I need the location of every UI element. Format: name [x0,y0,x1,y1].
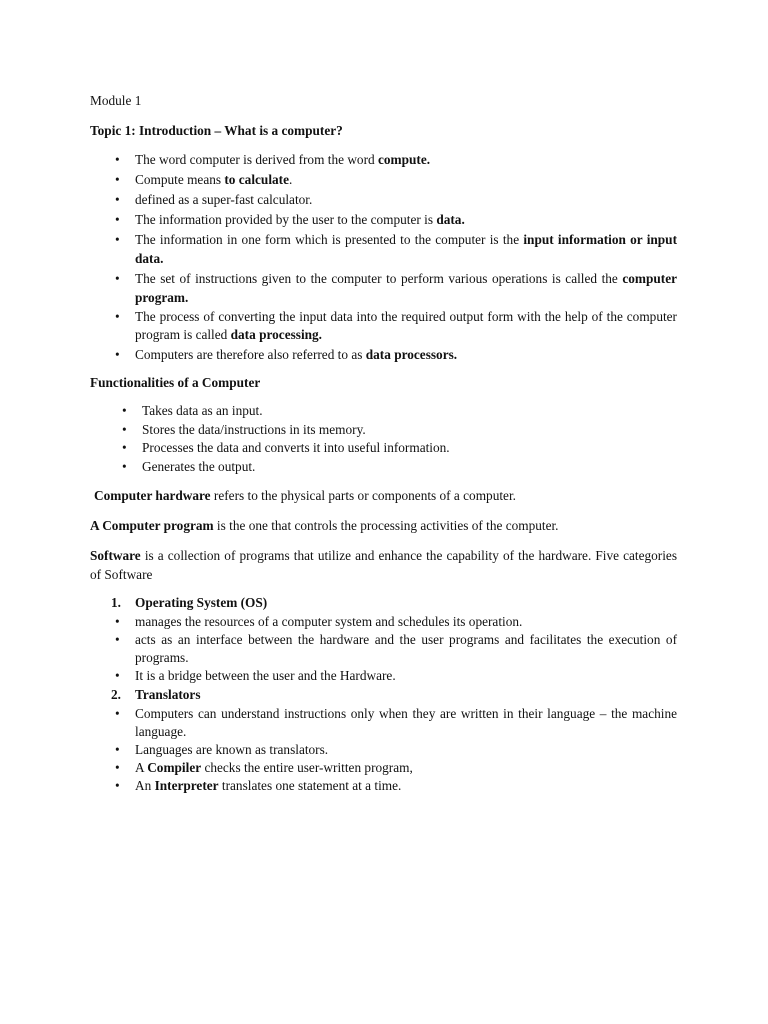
list-item: • Computers are therefore also referred to as data processors. [135,345,677,364]
list-item: • The information provided by the user to the computer is data. [135,210,677,229]
list-item: • Generates the output. [142,458,677,477]
functionalities-heading: Functionalities of a Computer [90,375,261,390]
list-item: • The process of converting the input data into the required output form with the help of the computer program is called data processing. [135,308,677,344]
list-item: • The information in one form which is presented to the computer is the input information or input data. [135,230,677,268]
software-categories-list [135,594,677,795]
list-item: • It is a bridge between the user and the Hardware. [135,667,677,685]
list-item: • The set of instructions given to the computer to perform various operations is called the computer program. [135,269,677,307]
list-item: • An Interpreter translates one statement at a time. [135,777,677,795]
list-item: • Computers can understand instructions only when they are written in their language – the machine language. [135,705,677,741]
topic1-bullet-list [135,150,677,364]
program-paragraph: A Computer program is the one that controls the processing activities of the computer. [90,518,559,533]
module-label: Module 1 [90,93,142,108]
list-item: • defined as a super-fast calculator. [135,190,677,209]
document-content [90,91,677,795]
list-item: • Processes the data and converts it into useful information. [142,439,677,458]
list-item: • Takes data as an input. [142,402,677,421]
list-item: • The word computer is derived from the word compute. [135,150,677,169]
software-paragraph: Software is a collection of programs that utilize and enhance the capability of the hardware. Five categories of Software [90,548,677,582]
category-heading-translators: 2. Translators [135,686,677,704]
category-heading-os: 1. Operating System (OS) [135,594,677,612]
list-item: • Compute means to calculate. [135,170,677,189]
list-item: • Languages are known as translators. [135,741,677,759]
functionalities-list [142,402,677,476]
hardware-paragraph: Computer hardware refers to the physical parts or components of a computer. [94,488,516,503]
list-item: • Stores the data/instructions in its memory. [142,421,677,440]
topic1-heading: Topic 1: Introduction – What is a computer? [90,123,343,138]
list-item: • acts as an interface between the hardware and the user programs and facilitates the execution of programs. [135,631,677,667]
list-item: • manages the resources of a computer system and schedules its operation. [135,613,677,631]
list-item: • A Compiler checks the entire user-written program, [135,759,677,777]
